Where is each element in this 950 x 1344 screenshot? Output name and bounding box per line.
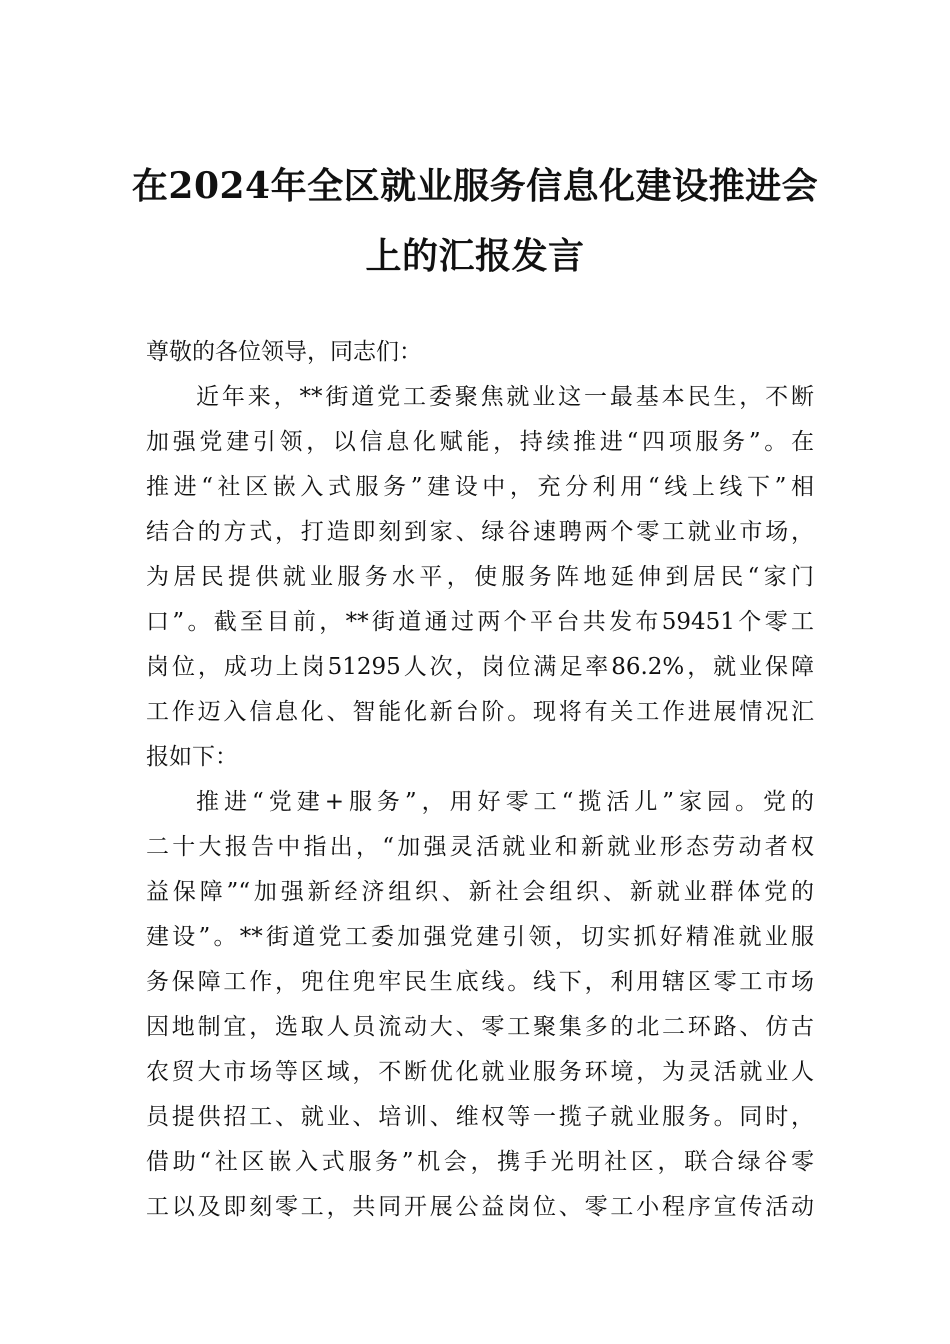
paragraph-2-line: 员提供招工、就业、培训、维权等一揽子就业服务。同时， [146, 1104, 814, 1130]
paragraph-2-line: 农贸大市场等区域，不断优化就业服务环境，为灵活就业人 [146, 1059, 814, 1085]
paragraph-1-line: 结合的方式，打造即刻到家、绿谷速聘两个零工就业市场， [146, 519, 814, 545]
paragraph-2-line: 建设”。**街道党工委加强党建引领，切实抓好精准就业服 [146, 924, 814, 950]
paragraph-1-line: 报如下： [146, 744, 238, 770]
paragraph-1-line: 近年来，**街道党工委聚焦就业这一最基本民生，不断 [196, 384, 814, 410]
paragraph-2-line: 借助“社区嵌入式服务”机会，携手光明社区，联合绿谷零 [146, 1149, 814, 1175]
paragraph-1-line: 为居民提供就业服务水平，使服务阵地延伸到居民“家门 [146, 564, 814, 590]
paragraph-1-line: 岗位，成功上岗51295人次，岗位满足率86.2%，就业保障 [146, 654, 814, 680]
paragraph-2-line: 因地制宜，选取人员流动大、零工聚集多的北二环路、仿古 [146, 1014, 814, 1040]
paragraph-2-line: 工以及即刻零工，共同开展公益岗位、零工小程序宣传活动 [146, 1194, 814, 1220]
paragraph-2-line: 推进“党建+服务”，用好零工“揽活儿”家园。党的 [196, 789, 814, 815]
paragraph-2-line: 益保障”“加强新经济组织、新社会组织、新就业群体党的 [146, 879, 814, 905]
paragraph-1-line: 工作迈入信息化、智能化新台阶。现将有关工作进展情况汇 [146, 699, 814, 725]
document-title-line-2: 上的汇报发言 [365, 235, 585, 277]
paragraph-1-line: 加强党建引领，以信息化赋能，持续推进“四项服务”。在 [146, 429, 814, 455]
salutation: 尊敬的各位领导，同志们： [146, 339, 422, 365]
paragraph-1-line: 推进“社区嵌入式服务”建设中，充分利用“线上线下”相 [146, 474, 814, 500]
paragraph-2-line: 务保障工作，兜住兜牢民生底线。线下，利用辖区零工市场 [146, 969, 814, 995]
paragraph-1-line: 口”。截至目前，**街道通过两个平台共发布59451个零工 [146, 609, 814, 635]
paragraph-2-line: 二十大报告中指出，“加强灵活就业和新就业形态劳动者权 [146, 834, 814, 860]
document-title-line-1: 在2024年全区就业服务信息化建设推进会 [131, 165, 819, 207]
document-body [146, 330, 814, 1230]
